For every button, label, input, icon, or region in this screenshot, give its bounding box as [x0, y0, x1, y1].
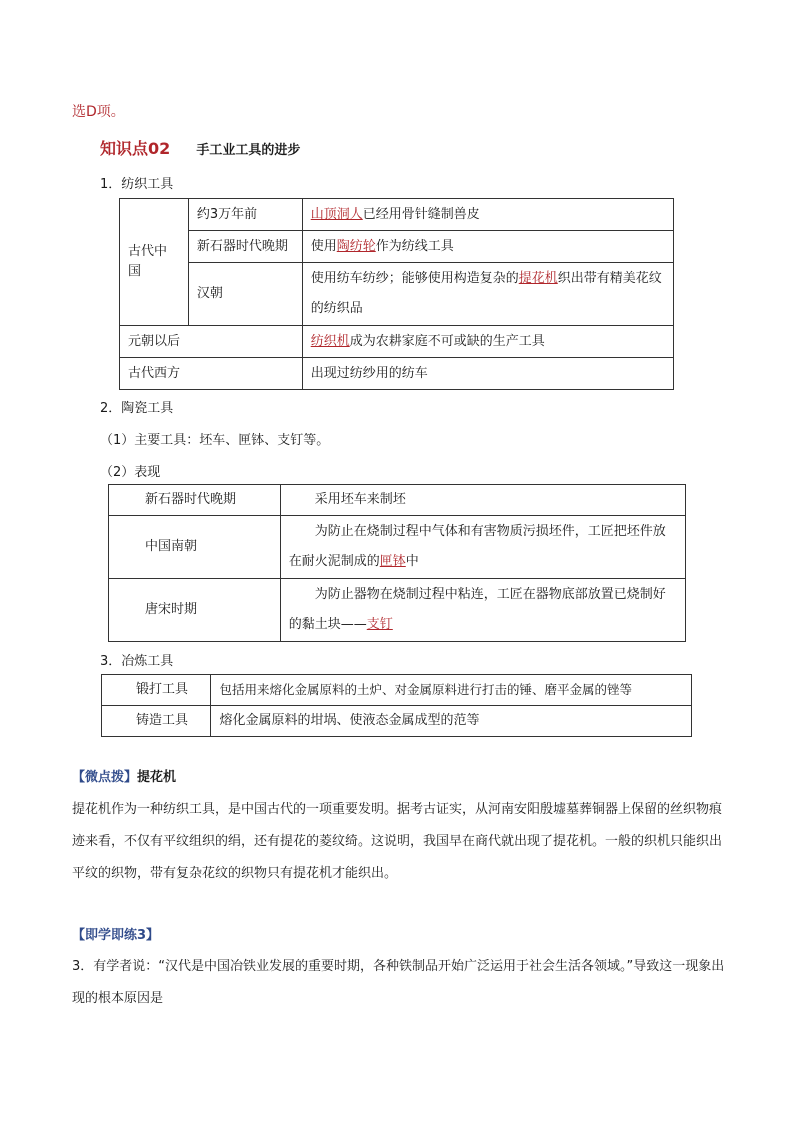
textile-table: [119, 198, 674, 390]
textile-heading: 1．纺织工具: [100, 177, 174, 192]
cell-era: 新石器时代晚期: [109, 485, 281, 516]
cell-era: 汉朝: [188, 263, 302, 326]
desc-text: 作为纺线工具: [375, 238, 454, 254]
cell-era: 新石器时代晚期: [188, 231, 302, 263]
desc-text: 使用纺车纺纱；能够使用构造复杂的: [310, 271, 519, 286]
cell-desc: [302, 231, 673, 263]
desc-text: 中: [405, 554, 419, 569]
ceramics-perf: （2）表现: [100, 465, 161, 480]
cell-desc: 采用坯车来制坯: [280, 485, 685, 516]
section-header: [100, 136, 300, 159]
cell-desc: 出现过纺纱用的纺车: [302, 358, 673, 390]
keyword-link: 纺织机: [310, 333, 350, 349]
keyword-link: 匣钵: [379, 554, 406, 569]
keyword-link: 提花机: [518, 271, 558, 286]
intro-text: 选D项。: [72, 104, 125, 120]
tip-title: 提花机: [137, 770, 177, 785]
cell-era: 中国南朝: [109, 516, 281, 579]
smelting-table: [101, 674, 692, 737]
cell-desc: 熔化金属原料的坩埚、使液态金属成型的范等: [211, 706, 692, 737]
tip-tag: 【微点拨】: [72, 770, 138, 785]
cell-desc: 包括用来熔化金属原料的土炉、对金属原料进行打击的锤、磨平金属的锉等: [211, 675, 692, 706]
keyword-link: 山顶洞人: [310, 206, 363, 222]
cell-desc: [302, 326, 673, 358]
desc-text: 成为农耕家庭不可或缺的生产工具: [349, 333, 545, 349]
practice-question: 3．有学者说：“汉代是中国冶铁业发展的重要时期，各种铁制品开始广泛运用于社会生活各领域。”导致这一现象出现的根本原因是: [72, 959, 725, 1006]
cell-desc: [302, 199, 673, 231]
cell-era: 约3万年前: [188, 199, 302, 231]
smelting-heading: 3．冶炼工具: [100, 654, 174, 669]
cell-era: 元朝以后: [120, 326, 303, 358]
desc-text: 为防止在烧制过程中气体和有害物质污损坯件，工匠把坯件放在耐火泥制成的: [288, 524, 666, 569]
section-title: 手工业工具的进步: [196, 143, 301, 158]
cell-desc: [280, 516, 685, 579]
cell-desc: [302, 263, 673, 326]
cell-desc: [280, 579, 685, 642]
desc-text: 已经用骨针缝制兽皮: [362, 206, 480, 222]
tip-header: [72, 766, 176, 785]
desc-text: 织出带有精美花纹的纺织品: [310, 271, 662, 316]
section-label: 知识点02: [100, 139, 171, 158]
desc-text: 使用: [310, 238, 337, 254]
ceramics-heading: 2．陶瓷工具: [100, 401, 174, 416]
cell-era: 铸造工具: [102, 706, 211, 737]
keyword-link: 陶纺轮: [336, 238, 376, 254]
tip-body: 提花机作为一种纺织工具，是中国古代的一项重要发明。据考古证实，从河南安阳殷墟墓葬铜器上保留的丝织物痕迹来看，不仅有平纹组织的绢，还有提花的菱纹绮。这说明，我国早在商代就出现了提花机。一般的织机只能织出平纹的织物，带有复杂花纹的织物只有提花机才能织出。: [72, 802, 723, 881]
cell-era: 锻打工具: [102, 675, 211, 706]
ceramics-tools: （1）主要工具：坯车、匣钵、支钉等。: [100, 433, 330, 448]
cell-ancient-china: 古代中国: [120, 199, 189, 326]
practice-tag: 【即学即练3】: [72, 928, 160, 943]
desc-text: 为防止器物在烧制过程中粘连，工匠在器物底部放置已烧制好的黏土块——: [288, 587, 666, 632]
cell-era: 古代西方: [120, 358, 303, 390]
cell-era: 唐宋时期: [109, 579, 281, 642]
ceramics-table: [108, 484, 686, 642]
keyword-link: 支钉: [366, 617, 393, 632]
